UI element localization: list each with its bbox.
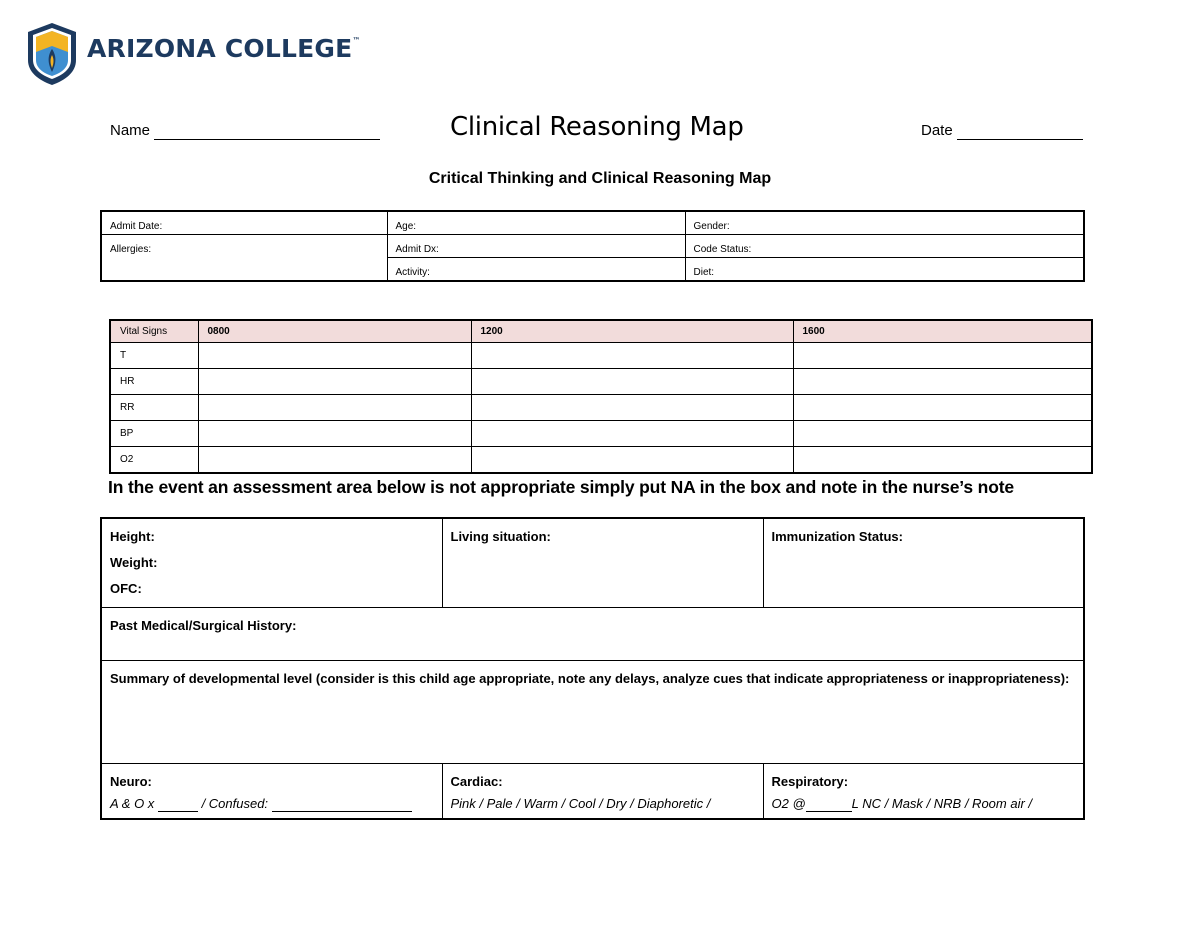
respiratory-label: Respiratory: [771,774,849,789]
neuro-confused-label: / Confused: [201,796,269,811]
vital-cell[interactable] [471,447,793,474]
developmental-summary-cell[interactable] [101,661,1084,764]
vital-cell[interactable] [198,447,471,474]
vital-cell[interactable] [198,369,471,395]
vital-cell[interactable] [793,369,1092,395]
height-label: Height: [110,529,155,544]
admit-dx-label: Admit Dx: [395,244,439,255]
vital-cell[interactable] [471,369,793,395]
patient-info-table [100,210,1085,282]
cardiac-options-cell[interactable] [442,796,763,819]
time-1200-header: 1200 [471,320,793,343]
time-1600-header: 1600 [793,320,1092,343]
resp-o2-blank[interactable] [806,796,852,812]
neuro-options-cell[interactable] [101,796,442,819]
growth-cell[interactable] [101,518,442,608]
admit-date-cell[interactable] [101,211,387,235]
vital-cell[interactable] [471,343,793,369]
code-status-cell[interactable] [685,235,1084,258]
date-field-line[interactable] [957,139,1083,140]
ofc-label: OFC: [110,581,142,596]
diet-cell[interactable] [685,258,1084,282]
name-label: Name [110,122,151,139]
activity-label: Activity: [395,267,430,278]
vital-cell[interactable] [793,343,1092,369]
gender-label: Gender: [693,221,730,232]
logo-wordmark [87,34,361,63]
immunization-cell[interactable] [763,518,1084,608]
assessment-table [100,517,1085,820]
date-label: Date [921,122,953,139]
age-label: Age: [395,221,417,232]
respiratory-header-cell [763,764,1084,797]
vital-cell[interactable] [793,447,1092,474]
vital-signs-table [109,319,1093,474]
age-cell[interactable] [387,211,685,235]
neuro-confused-blank[interactable] [272,796,412,812]
neuro-header-cell [101,764,442,797]
neuro-label: Neuro: [110,774,152,789]
vital-label-t: T [110,343,198,369]
logo-tm: ™ [352,36,361,45]
diet-label: Diet: [693,267,715,278]
allergies-label: Allergies: [110,244,152,255]
vital-row-hr [110,369,1092,395]
past-medical-history-cell[interactable] [101,608,1084,661]
gender-cell[interactable] [685,211,1084,235]
developmental-summary-label: Summary of developmental level (consider is this child age appropriate, note any delays, analyze cues that indicate appropriateness or inappropriateness): [110,671,1070,686]
cardiac-options-text: Pink / Pale / Warm / Cool / Dry / Diaphoretic / [450,796,711,811]
vital-cell[interactable] [198,395,471,421]
respiratory-options-cell[interactable] [763,796,1084,819]
vital-label-hr: HR [110,369,198,395]
arizona-college-shield-logo [26,22,78,86]
immunization-label: Immunization Status: [771,529,903,544]
vital-cell[interactable] [198,343,471,369]
living-situation-cell[interactable] [442,518,763,608]
vital-label-rr: RR [110,395,198,421]
subtitle: Critical Thinking and Clinical Reasoning Map [428,170,772,187]
vital-row-o2 [110,447,1092,474]
cardiac-header-cell [442,764,763,797]
vital-row-rr [110,395,1092,421]
living-situation-label: Living situation: [450,529,551,544]
allergies-cell[interactable] [101,235,387,282]
admit-dx-cell[interactable] [387,235,685,258]
vital-label-o2: O2 [110,447,198,474]
logo-name: ARIZONA COLLEGE [87,34,353,63]
vital-row-t [110,343,1092,369]
time-0800-header: 0800 [198,320,471,343]
vital-cell[interactable] [471,395,793,421]
admit-date-label: Admit Date: [110,221,163,232]
vital-cell[interactable] [793,421,1092,447]
vital-cell[interactable] [471,421,793,447]
past-medical-history-label: Past Medical/Surgical History: [110,618,297,633]
cardiac-label: Cardiac: [450,774,503,789]
vital-label-bp: BP [110,421,198,447]
code-status-label: Code Status: [693,244,752,255]
page-title: Clinical Reasoning Map [450,112,744,142]
name-field-line[interactable] [154,139,380,140]
vital-signs-header-row [110,320,1092,343]
neuro-aox-label: A & O x [110,796,155,811]
vital-cell[interactable] [198,421,471,447]
activity-cell[interactable] [387,258,685,282]
assessment-instruction-note: In the event an assessment area below is not appropriate simply put NA in the box and note in the nurse’s note [108,477,1014,497]
resp-o2-label: O2 @ [771,796,806,811]
neuro-aox-blank[interactable] [158,796,198,812]
weight-label: Weight: [110,555,158,570]
resp-delivery-options: L NC / Mask / NRB / Room air / [851,796,1033,811]
vital-row-bp [110,421,1092,447]
vital-cell[interactable] [793,395,1092,421]
vital-signs-header: Vital Signs [110,320,198,343]
